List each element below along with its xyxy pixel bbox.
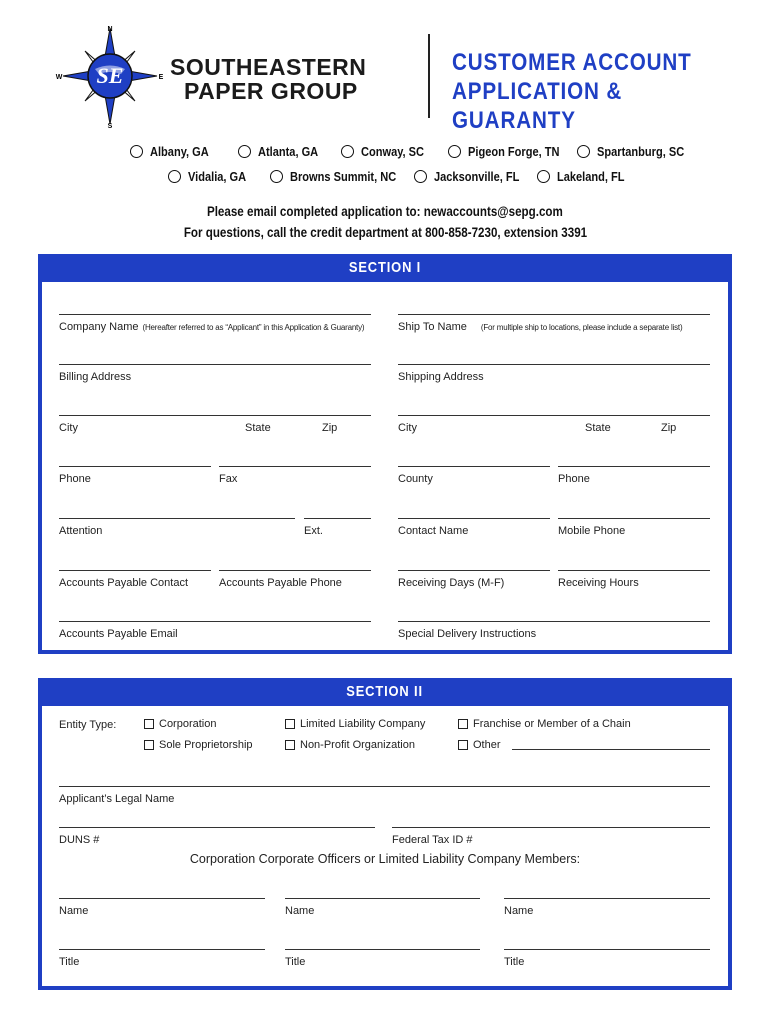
locations-row-1 [130, 144, 703, 159]
brand-line-2: PAPER GROUP [184, 78, 358, 104]
member-title-field-2[interactable]: Title [285, 949, 480, 968]
logo-letters: SE [96, 63, 124, 88]
ext-field[interactable]: Ext. [304, 518, 371, 537]
email-instruction: Please email completed application to: newaccounts@sepg.com [207, 204, 563, 219]
checkbox-icon[interactable] [144, 740, 154, 750]
location-option[interactable]: Browns Summit, NC [270, 169, 398, 184]
company-name-note: (Hereafter referred to as “Applicant” in this Application & Guaranty) [142, 323, 365, 332]
ship-to-name-field[interactable]: Ship To Name (For multiple ship to locations, please include a separate list) [398, 314, 710, 333]
compass-n-label: N [107, 26, 113, 33]
radio-circle-icon[interactable] [537, 170, 550, 183]
section-2-title: SECTION II [346, 683, 424, 700]
phone-field[interactable]: Phone [59, 466, 211, 485]
location-option[interactable]: Conway, SC [341, 144, 432, 159]
federal-tax-id-field[interactable]: Federal Tax ID # [392, 827, 710, 846]
company-name-field[interactable]: Company Name (Hereafter referred to as “Applicant” in this Application & Guaranty) [59, 314, 371, 333]
ship-phone-field[interactable]: Phone [558, 466, 710, 485]
compass-s-label: S [107, 123, 113, 130]
member-name-field-1[interactable]: Name [59, 898, 265, 917]
attention-field[interactable]: Attention [59, 518, 295, 537]
member-name-field-3[interactable]: Name [504, 898, 710, 917]
billing-zip-label: Zip [322, 422, 338, 434]
radio-circle-icon[interactable] [270, 170, 283, 183]
location-option[interactable]: Jacksonville, FL [414, 169, 521, 184]
radio-circle-icon[interactable] [341, 145, 354, 158]
receiving-days-field[interactable]: Receiving Days (M-F) [398, 570, 550, 589]
phone-instruction: For questions, call the credit department at 800-858-7230, extension 3391 [183, 225, 587, 240]
checkbox-icon[interactable] [458, 719, 468, 729]
billing-state-label: State [245, 422, 271, 434]
radio-circle-icon[interactable] [414, 170, 427, 183]
fax-field[interactable]: Fax [219, 466, 371, 485]
radio-circle-icon[interactable] [448, 145, 461, 158]
billing-address-field[interactable]: Billing Address [59, 364, 371, 383]
checkbox-icon[interactable] [144, 719, 154, 729]
other-checkbox[interactable]: Other [458, 739, 501, 751]
shipping-city-field[interactable]: City [398, 415, 710, 434]
ap-email-field[interactable]: Accounts Payable Email [59, 621, 371, 640]
form-title-line-1: CUSTOMER ACCOUNT [452, 49, 692, 76]
form-title-line-2: APPLICATION & GUARANTY [452, 78, 623, 134]
checkbox-icon[interactable] [285, 740, 295, 750]
section-2-body [42, 706, 728, 986]
brand-name [170, 55, 366, 103]
locations-row-2 [168, 169, 643, 184]
member-title-field-3[interactable]: Title [504, 949, 710, 968]
sole-proprietorship-checkbox[interactable]: Sole Proprietorship [144, 739, 253, 751]
llc-checkbox[interactable]: Limited Liability Company [285, 718, 425, 730]
billing-city-field[interactable]: City [59, 415, 371, 434]
shipping-zip-label: Zip [661, 422, 677, 434]
corporation-checkbox[interactable]: Corporation [144, 718, 216, 730]
form-title [452, 48, 725, 135]
radio-circle-icon[interactable] [168, 170, 181, 183]
location-option[interactable]: Lakeland, FL [537, 169, 627, 184]
company-logo [55, 22, 165, 130]
location-option[interactable]: Pigeon Forge, TN [448, 144, 561, 159]
contact-info [0, 201, 770, 243]
members-heading: Corporation Corporate Officers or Limited Liability Company Members: [189, 852, 581, 866]
legal-name-field[interactable]: Applicant’s Legal Name [59, 786, 710, 805]
entity-type-label: Entity Type: [59, 719, 117, 731]
section-1-title: SECTION I [348, 259, 422, 276]
radio-circle-icon[interactable] [577, 145, 590, 158]
radio-circle-icon[interactable] [130, 145, 143, 158]
receiving-hours-field[interactable]: Receiving Hours [558, 570, 710, 589]
member-title-field-1[interactable]: Title [59, 949, 265, 968]
checkbox-icon[interactable] [458, 740, 468, 750]
non-profit-checkbox[interactable]: Non-Profit Organization [285, 739, 415, 751]
franchise-checkbox[interactable]: Franchise or Member of a Chain [458, 718, 631, 730]
header-divider [428, 34, 430, 118]
other-input-line[interactable] [512, 749, 710, 750]
location-option[interactable]: Albany, GA [130, 144, 222, 159]
location-option[interactable]: Spartanburg, SC [577, 144, 687, 159]
checkbox-icon[interactable] [285, 719, 295, 729]
location-option[interactable]: Atlanta, GA [238, 144, 325, 159]
county-field[interactable]: County [398, 466, 550, 485]
shipping-state-label: State [585, 422, 611, 434]
compass-e-label: E [158, 74, 164, 81]
section-1-body [42, 282, 728, 650]
brand-line-1: SOUTHEASTERN [170, 54, 367, 80]
contact-name-field[interactable]: Contact Name [398, 518, 550, 537]
compass-w-label: W [55, 74, 63, 81]
location-option[interactable]: Vidalia, GA [168, 169, 254, 184]
member-name-field-2[interactable]: Name [285, 898, 480, 917]
ap-contact-field[interactable]: Accounts Payable Contact [59, 570, 211, 589]
ship-to-note: (For multiple ship to locations, please include a separate list) [480, 323, 683, 332]
shipping-address-field[interactable]: Shipping Address [398, 364, 710, 383]
ap-phone-field[interactable]: Accounts Payable Phone [219, 570, 371, 589]
radio-circle-icon[interactable] [238, 145, 251, 158]
mobile-phone-field[interactable]: Mobile Phone [558, 518, 710, 537]
section-2 [38, 678, 732, 990]
duns-field[interactable]: DUNS # [59, 827, 375, 846]
section-1 [38, 254, 732, 654]
special-delivery-field[interactable]: Special Delivery Instructions [398, 621, 710, 640]
